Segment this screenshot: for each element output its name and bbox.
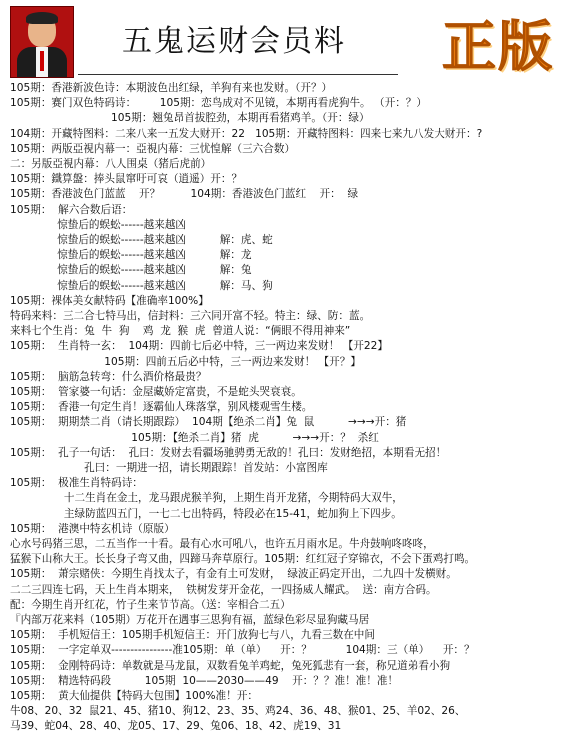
content-line bbox=[10, 568, 457, 581]
content-line bbox=[10, 477, 143, 490]
content-line bbox=[10, 386, 302, 399]
content-line-text: 惊蛰后的蜈蚣------越来越凶 解：龙 bbox=[10, 249, 252, 262]
content-line-text: 105期： 港澳中特玄机诗（原版） bbox=[10, 522, 175, 535]
content-line-text: 105期： 金刚特码诗：单数就是马龙鼠，双数看兔羊鸡蛇，兔死狐悲有一套，称兄道弟看小狗 bbox=[10, 659, 451, 672]
page-title: 五鬼运财会员料 bbox=[122, 24, 346, 59]
content-line-text: 惊蛰后的蜈蚣------越来越凶 解：兔 bbox=[10, 264, 252, 277]
content-line-text: 惊蛰后的蜈蚣------越来越凶 bbox=[10, 218, 187, 231]
content-line bbox=[10, 447, 446, 460]
content-line-text: 『内部万花来料（105期）万花开在遇事三思狗有福，蓝绿色彩尽显狗藏马居 bbox=[10, 614, 370, 626]
content-line bbox=[10, 234, 273, 247]
content-line bbox=[10, 325, 350, 338]
content-line bbox=[10, 204, 132, 217]
content-line-text: 105期： 解六合数后语： bbox=[10, 203, 133, 216]
content-line bbox=[10, 173, 242, 186]
content-line bbox=[10, 112, 370, 125]
content-line-text: 105期： 管家婆一句话：金屋藏娇定富贵，不是蛇头哭衰衰。 bbox=[10, 386, 302, 398]
content-line-text: 二二三四连七码，天上生肖本期来， 铁树发芽开金花，一四扬威人耀武。 送：南方合码。 bbox=[10, 583, 437, 596]
content-line bbox=[10, 508, 402, 521]
content-line bbox=[10, 219, 186, 232]
content-line bbox=[10, 310, 370, 323]
content-line bbox=[10, 629, 375, 642]
content-line bbox=[10, 371, 206, 384]
content-line-text: 孔曰：一期进一招，请长期跟踪！首发站：小富图库 bbox=[10, 462, 328, 474]
content-line-text: 105期：四前五后必中特，三一两边来发财！ 【开？】 bbox=[10, 355, 361, 368]
content-line bbox=[10, 280, 273, 293]
content-line-text: 主绿防蓝四五门，一七二七出特码，特段必在15-41，蛇加狗上下四步。 bbox=[10, 507, 402, 520]
content-line-text: 牛08、20、32 鼠21、45、猪10、狗12、23、35、鸡24、36、48、猴01、25、羊02、26、 bbox=[10, 705, 466, 718]
content-line-text: 惊蛰后的蜈蚣------越来越凶 解：马、狗 bbox=[10, 279, 273, 292]
content-line bbox=[10, 416, 406, 429]
content-line bbox=[10, 401, 312, 414]
content-line bbox=[10, 97, 427, 110]
content-line-text: 105期：香港波色门蓝蓝 开？ 104期：香港波色门蓝红 开： 绿 bbox=[10, 188, 359, 201]
content-line bbox=[10, 143, 295, 156]
content-line-text: 惊蛰后的蜈蚣------越来越凶 解：虎、蛇 bbox=[10, 234, 273, 246]
content-line bbox=[10, 660, 450, 673]
content-line bbox=[10, 462, 328, 475]
content-line bbox=[10, 523, 175, 536]
content-line bbox=[10, 614, 369, 627]
content-line bbox=[10, 128, 482, 141]
content-line-text: 105期： 极准生肖特码诗： bbox=[10, 477, 143, 490]
content-line bbox=[10, 158, 211, 171]
content-line bbox=[10, 295, 209, 308]
content-line bbox=[10, 432, 379, 445]
content-line-text: 105期： 萧宗赌侠：今期生肖找太子，有金有土可发财， 绿波正码定开出，二九四十发横财。 bbox=[10, 568, 457, 581]
content-line bbox=[10, 599, 291, 612]
content-line-text: 105期： 孔子一句话： 孔曰：发财去看疆场驰骋勇无敌的！孔曰：发财绝招，本期看无招！ bbox=[10, 446, 447, 459]
content-line-text: 105期：【绝杀二肖】猪 虎 →→→开：？ 杀红 bbox=[10, 431, 379, 444]
content-line-text: 105期： 脑筋急转弯：什么酒价格最贵？ bbox=[10, 370, 207, 383]
content-line-text: 105期： 手机短信王：105期手机短信王：开门放狗七与八，九看三数在中间 bbox=[10, 629, 375, 642]
content-line-text: 猛猴下山称大王。长长身子弯又曲，四蹄马奔草原行。105期：红红冠子穿锦衣，不会下蛋鸡打鸣。 bbox=[10, 553, 476, 566]
content-line-text: 二：另版亞視内幕：八人围桌（猪后虎前） bbox=[10, 158, 212, 170]
content-line bbox=[10, 82, 332, 95]
content-line-text: 105期：两版亞視内幕一：亞視内幕：三忧惶解（三六合数） bbox=[10, 142, 296, 155]
content-line bbox=[10, 644, 475, 657]
content-line-text: 105期： 香港一句定生肖！逐霸仙人珠落掌，别风楼观雪生楼。 bbox=[10, 401, 313, 414]
content-line-text: 马39、蛇04、28、40、龙05、17、29、兔06、18、42、虎19、31 bbox=[10, 720, 342, 733]
content-line bbox=[10, 690, 258, 703]
content-line-text: 105期：翘兔昂首拔腔劲，本期再看猪鸡羊。（开：绿） bbox=[10, 112, 370, 125]
content-line-text: 105期：鐵算盤：捧头鼠窜吁可哀（逍遥）开：？ bbox=[10, 173, 243, 186]
genuine-stamp: 正版 bbox=[442, 15, 554, 78]
content-line-text: 心水号码猪三思，二五当作一十看。最有心水可吼八，也许五月雨水足。牛舟鼓响咚咚咚， bbox=[10, 538, 434, 550]
content-line bbox=[10, 188, 358, 201]
content-line bbox=[10, 538, 434, 551]
content-line-text: 105期： 生肖特一玄： 104期：四前七后必中特，三一两边来发财！ 【开22】 bbox=[10, 340, 388, 353]
content-line-text: 105期： 期期禁二肖（请长期跟踪） 104期【绝杀二肖】兔 鼠 →→→开：猪 bbox=[10, 416, 407, 429]
content-line bbox=[10, 356, 361, 369]
content-line-text: 105期：赛门双色特码诗： 105期：恋鸟成对不见镜，本期再看虎狗牛。 （开：？） bbox=[10, 97, 427, 110]
content-line-text: 104期：开藏特图料：二来八来一五发大财开：22 105期：开藏特图料：四来七来九八发大财开：? bbox=[10, 127, 483, 140]
content-line bbox=[10, 553, 475, 566]
content-line-text: 十二生肖在金土，龙马跟虎猴羊狗，上期生肖开龙猪，今期特码大双牛， bbox=[10, 492, 403, 505]
content-line-text: 105期：香港新波色诗：本期波色出红绿，羊狗有来也发财。（开？） bbox=[10, 82, 333, 94]
content-line-text: 105期： 黄大仙提供【特码大包围】100%准！开： bbox=[10, 690, 258, 702]
content-line-text: 来料七个生肖：兔 牛 狗 鸡 龙 猴 虎 曾道人说：“俩眼不得用神来” bbox=[10, 325, 351, 338]
content-line bbox=[10, 264, 251, 277]
content-line-text: 配：今期生肖开红花，竹子生来节节高。（送：宰相合二五） bbox=[10, 598, 291, 611]
content-line-text: 105期：裸体美女献特码【准确率100%】 bbox=[10, 294, 209, 307]
content-line-text: 特码来料：三二合七特马出，信封料：三六同开富不轻。特主：绿、防：蓝。 bbox=[10, 310, 371, 322]
content-line bbox=[10, 249, 251, 262]
content-line bbox=[10, 705, 465, 718]
content-line bbox=[10, 340, 388, 353]
content-line-text: 105期： 精选特码段 105期 10——2030——49 开：？？准！准！准！ bbox=[10, 674, 399, 687]
content-line-text: 105期： 一字定单双----------------准105期：单（单） 开：？ 104期：三（单） 开：？ bbox=[10, 644, 475, 657]
content-line bbox=[10, 584, 437, 597]
content-line bbox=[10, 675, 398, 688]
content-line bbox=[10, 720, 341, 733]
content-line bbox=[10, 492, 403, 505]
